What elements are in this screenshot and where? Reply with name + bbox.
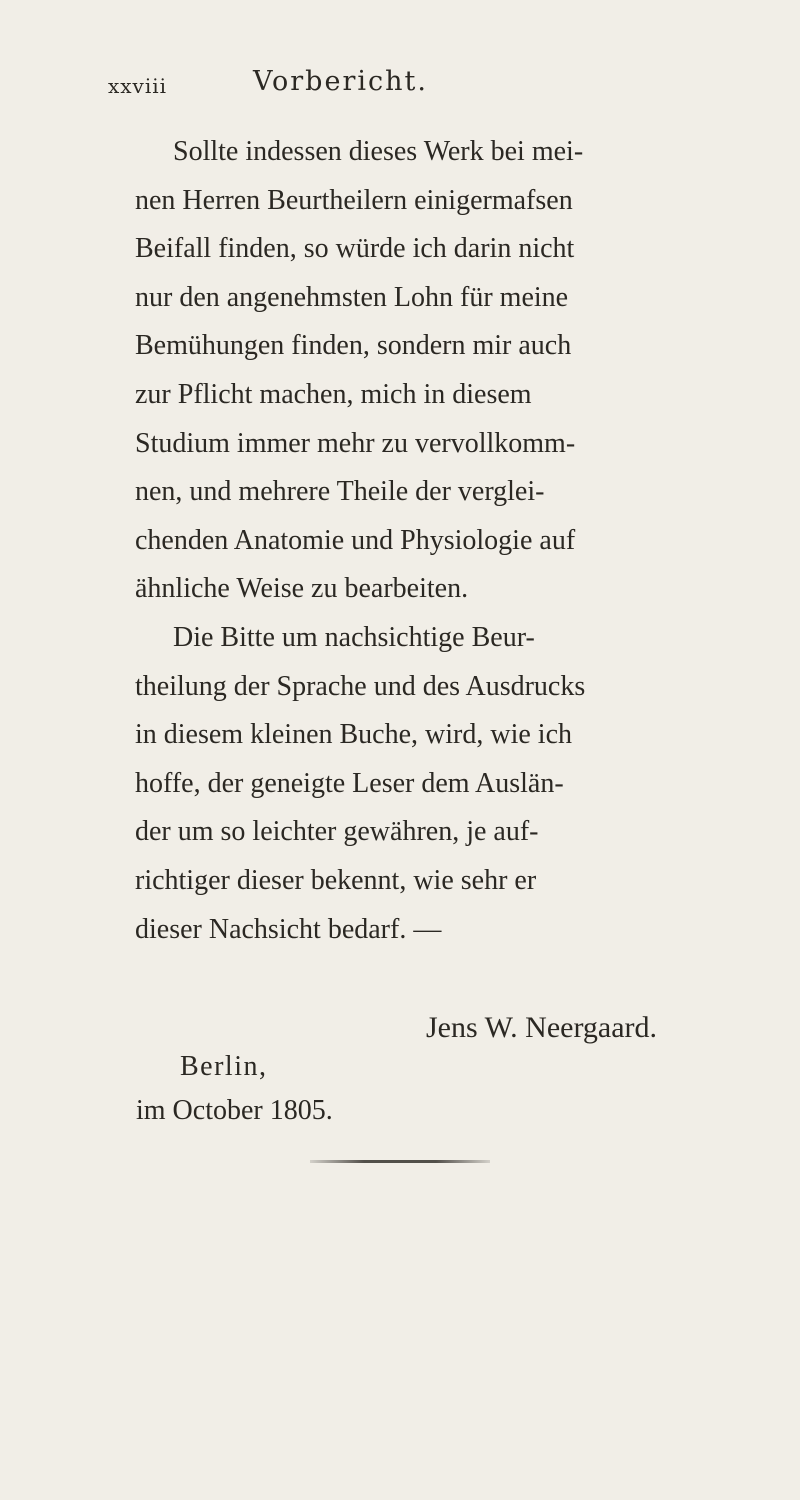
- body-text: [135, 128, 775, 954]
- text-line: dieser Nachsicht bedarf. —: [135, 913, 442, 945]
- text-line: Beifall finden, so würde ich darin nicht: [135, 233, 575, 265]
- text-line: nen, und mehrere Theile der verglei-: [135, 476, 545, 508]
- end-rule: [310, 1160, 490, 1163]
- text-line: nen Herren Beurtheilern einigermafsen: [135, 184, 573, 216]
- text-line: chenden Anatomie und Physiologie auf: [135, 524, 576, 556]
- text-line: theilung der Sprache und des Ausdrucks: [135, 670, 586, 702]
- signature-place: Berlin,: [180, 1051, 268, 1082]
- author-signature: Jens W. Neergaard.: [426, 1011, 658, 1044]
- text-line: der um so leichter gewähren, je auf-: [135, 816, 539, 848]
- text-line: Sollte indessen dieses Werk bei mei-: [173, 136, 584, 167]
- running-title: Vorbericht.: [253, 66, 428, 97]
- text-line: richtiger dieser bekennt, wie sehr er: [135, 864, 537, 896]
- page-number: xxviii: [108, 74, 168, 98]
- text-line: hoffe, der geneigte Leser dem Auslän-: [135, 767, 564, 799]
- text-line: Studium immer mehr zu vervollkomm-: [135, 427, 576, 459]
- text-line: zur Pflicht machen, mich in diesem: [135, 378, 532, 410]
- signature-date: im October 1805.: [136, 1095, 333, 1126]
- text-line: ähnliche Weise zu bearbeiten.: [135, 573, 469, 605]
- page-header: [108, 66, 668, 106]
- text-line: in diesem kleinen Buche, wird, wie ich: [135, 719, 572, 751]
- text-line: Die Bitte um nachsichtige Beur-: [173, 621, 535, 653]
- text-line: nur den angenehmsten Lohn für meine: [135, 281, 569, 313]
- text-line: Bemühungen finden, sondern mir auch: [135, 330, 572, 362]
